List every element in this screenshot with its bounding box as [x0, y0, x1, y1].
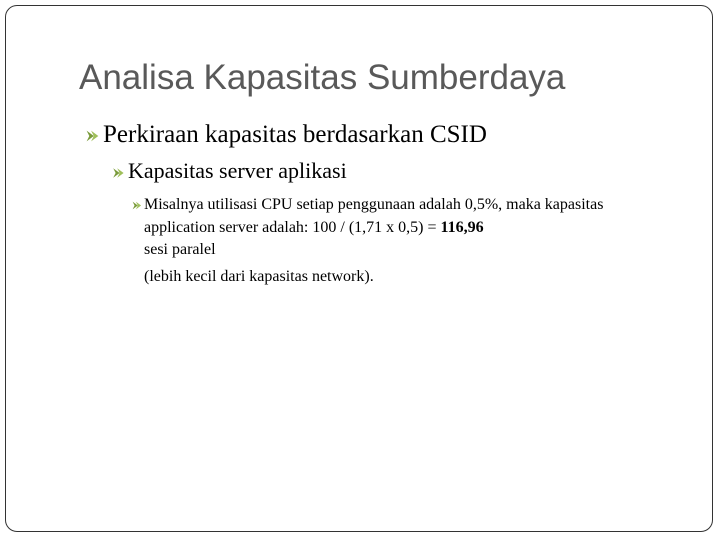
chevron-bullet-icon — [110, 165, 126, 181]
bullet-level-2-text: Kapasitas server aplikasi — [128, 158, 347, 183]
bullet-level-3 — [130, 194, 670, 288]
slide-title: Analisa Kapasitas Sumberdaya — [79, 58, 566, 97]
bullet-level-2 — [110, 158, 347, 184]
chevron-bullet-icon — [130, 199, 143, 212]
utilization-sentence: Misalnya utilisasi CPU setiap penggunaan adalah 0,5%, maka kapasitas application server adalah: 100 / (1,71 x 0,5) = — [144, 196, 604, 236]
parallel-sessions-label: sesi paralel — [144, 241, 216, 259]
bullet-level-1 — [83, 121, 487, 149]
bullet-level-1-text: Perkiraan kapasitas berdasarkan CSID — [103, 121, 487, 148]
chevron-bullet-icon — [83, 127, 101, 145]
comparison-note: (lebih kecil dari kapasitas network). — [144, 267, 374, 285]
bullet-level-3-text — [144, 194, 670, 288]
capacity-result-value: 116,96 — [440, 218, 484, 236]
